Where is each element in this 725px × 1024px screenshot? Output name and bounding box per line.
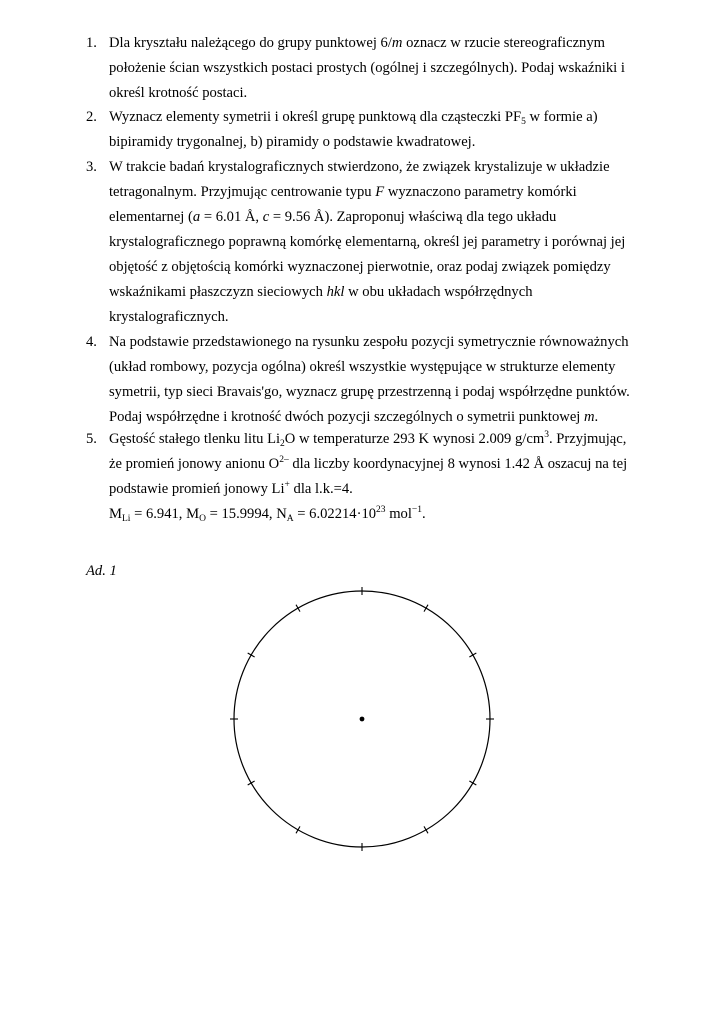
text-segment: Dla kryształu należącego do grupy punktowej 6/ xyxy=(109,35,392,51)
text-segment: podstawie promień jonowy Li xyxy=(109,481,285,497)
text-segment: c xyxy=(262,209,270,225)
text-segment: określ krotność postaci. xyxy=(109,85,248,101)
text-segment: elementarnej ( xyxy=(109,209,193,225)
tick-mark xyxy=(424,826,428,833)
text-segment: . Przyjmując, xyxy=(548,431,627,447)
text-segment: krystalograficznego poprawną komórkę elementarną, określ jej parametry i porównaj jej xyxy=(109,234,626,250)
text-segment: 23 xyxy=(376,505,386,515)
text-segment: O xyxy=(199,514,206,524)
text-segment: 2 xyxy=(280,439,285,449)
text-segment: Wyznacz elementy symetrii i określ grupę punktową dla cząsteczki PF xyxy=(109,109,522,125)
tick-mark xyxy=(248,781,255,785)
tick-mark xyxy=(296,826,300,833)
text-segment: = 6.941, M xyxy=(130,506,200,522)
text-segment: a xyxy=(192,209,201,225)
text-segment: tetragonalnym. Przyjmując centrowanie typu xyxy=(109,184,376,200)
text-segment: położenie ścian wszystkich postaci prostych (ogólnej i szczególnych). Podaj wskaźniki i xyxy=(109,60,625,76)
text-segment: wyznaczono parametry komórki xyxy=(384,184,577,200)
text-segment: Na podstawie przedstawionego na rysunku zespołu pozycji symetrycznie równoważnych xyxy=(109,334,629,350)
text-segment: (układ rombowy, pozycja ogólna) określ wszystkie występujące w strukturze elementy xyxy=(109,359,616,375)
text-segment: 3 xyxy=(544,430,549,440)
text-segment: m xyxy=(584,409,595,425)
text-segment: symetrii, typ sieci Bravais'go, wyznacz grupę przestrzenną i podaj współrzędne punktów. xyxy=(109,384,630,400)
text-segment: 2– xyxy=(279,455,289,465)
text-segment: = 6.01 Å, xyxy=(200,209,263,225)
tick-mark xyxy=(248,653,255,657)
center-point xyxy=(360,717,365,722)
text-segment: m xyxy=(391,35,403,51)
text-segment: . xyxy=(594,409,599,425)
text-segment: objętość z objętością komórki wyznaczonej pierwotnie, oraz podaj związek pomiędzy xyxy=(109,259,611,275)
answer-heading: Ad. 1 xyxy=(86,563,117,579)
text-segment: + xyxy=(284,480,290,490)
text-segment: że promień jonowy anionu O xyxy=(109,456,280,472)
text-segment: dla l.k.=4. xyxy=(289,481,353,497)
text-segment: krystalograficznych. xyxy=(109,309,229,325)
text-segment: M xyxy=(109,506,122,522)
question-number: 3. xyxy=(86,159,97,175)
text-segment: A xyxy=(286,514,294,524)
text-segment: . xyxy=(422,506,426,522)
text-segment: −1 xyxy=(411,505,423,515)
text-segment: O w temperaturze 293 K wynosi 2.009 g/cm xyxy=(284,431,545,447)
text-segment: = 6.02214·10 xyxy=(293,506,377,522)
tick-mark xyxy=(469,653,476,657)
text-segment: Gęstość stałego tlenku litu Li xyxy=(109,431,281,447)
tick-mark xyxy=(296,605,300,612)
text-segment: = 15.9994, N xyxy=(205,506,287,522)
text-segment: = 9.56 Å). Zaproponuj właściwą dla tego układu xyxy=(269,209,557,225)
tick-mark xyxy=(424,605,428,612)
text-segment: bipiramidy trygonalnej, b) piramidy o podstawie kwadratowej. xyxy=(109,134,476,150)
question-number: 5. xyxy=(86,431,97,447)
question-number: 2. xyxy=(86,109,97,125)
text-segment: mol xyxy=(385,506,412,522)
text-segment: oznacz w rzucie stereograficznym xyxy=(402,35,605,51)
text-segment: wskaźnikami płaszczyzn sieciowych xyxy=(109,284,327,300)
question-number: 4. xyxy=(86,334,97,350)
text-segment: Li xyxy=(121,514,131,524)
question-number: 1. xyxy=(86,35,97,51)
text-segment: w formie a) xyxy=(525,109,598,125)
text-segment: F xyxy=(375,184,385,200)
text-segment: w obu układach współrzędnych xyxy=(344,284,533,300)
text-segment: dla liczby koordynacyjnej 8 wynosi 1.42 Å oszacuj na tej xyxy=(288,456,628,472)
text-segment: hkl xyxy=(326,284,345,300)
text-segment: 5 xyxy=(521,117,526,127)
text-segment: W trakcie badań krystalograficznych stwierdzono, że związek krystalizuje w układzie xyxy=(109,159,610,175)
text-segment: Podaj współrzędne i krotność dwóch pozycji szczególnych o symetrii punktowej xyxy=(109,409,584,425)
tick-mark xyxy=(469,781,476,785)
